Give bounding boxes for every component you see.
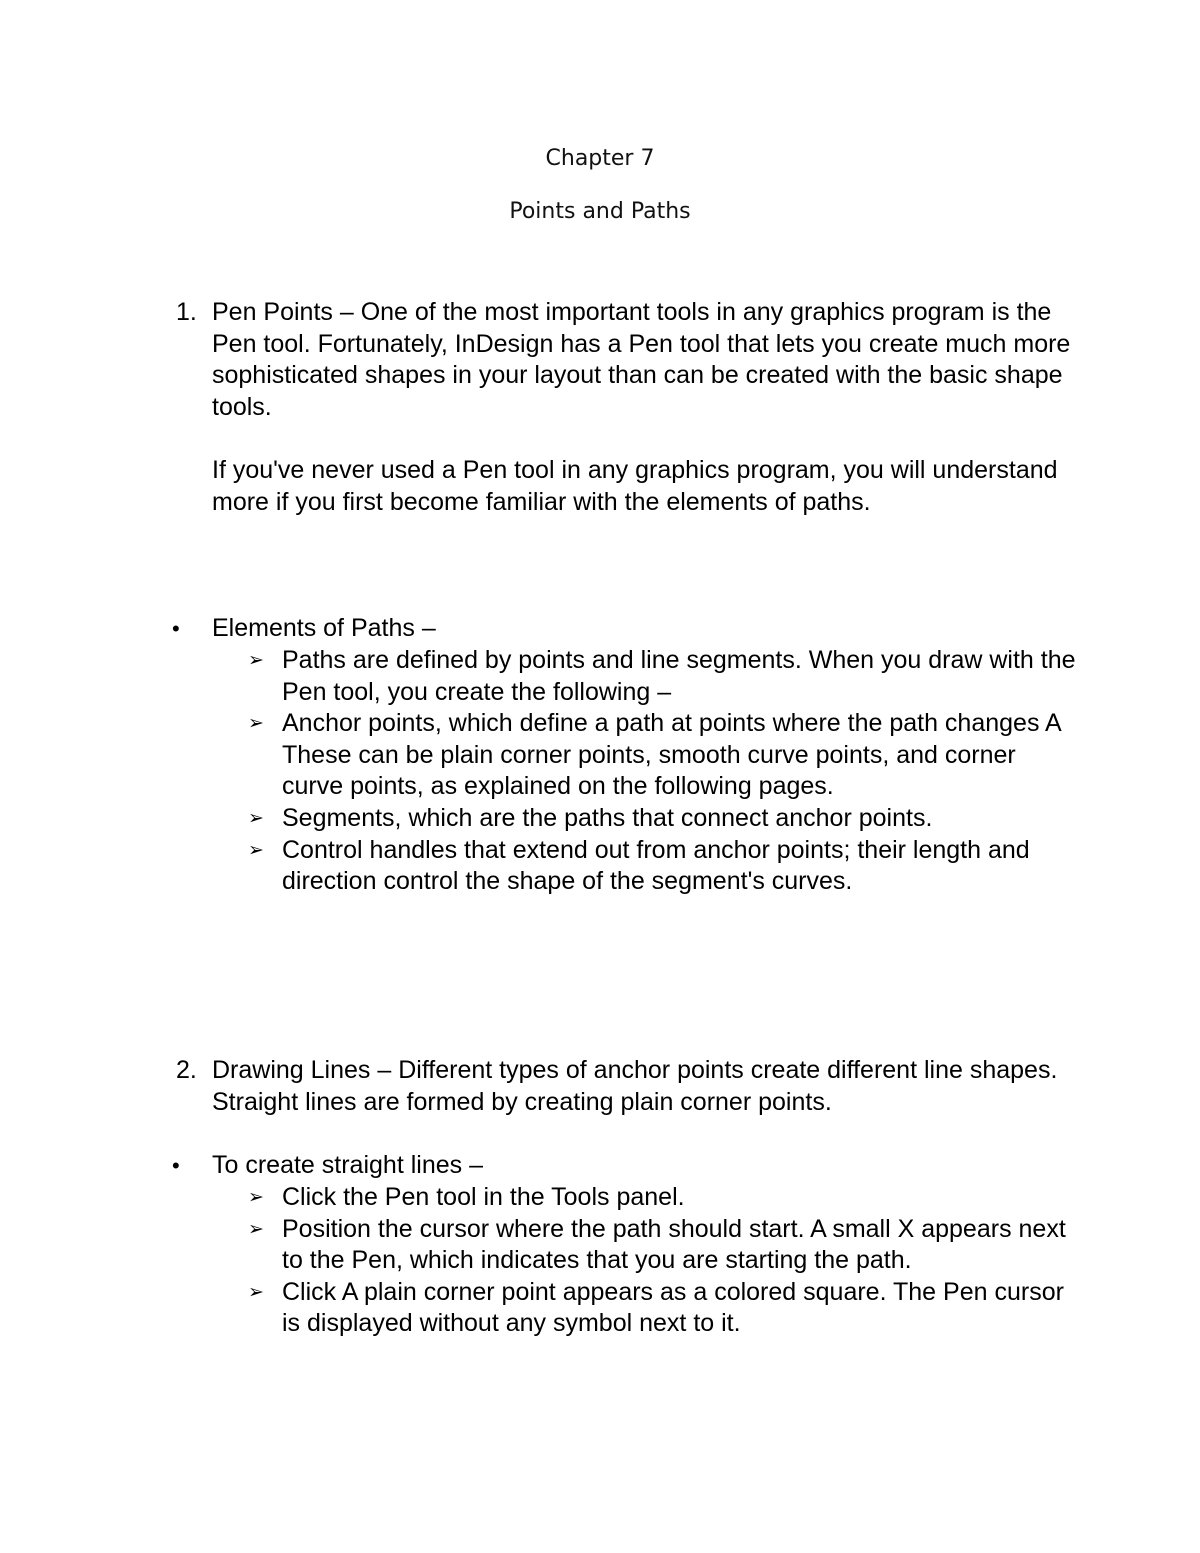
list-item-text: Segments, which are the paths that connect anchor points. bbox=[282, 803, 933, 832]
arrow-bullet-icon: ➢ bbox=[248, 838, 264, 861]
list-item bbox=[248, 645, 1078, 708]
list-item bbox=[248, 1182, 1078, 1214]
list-item bbox=[248, 803, 1078, 835]
list-item bbox=[248, 1277, 1078, 1340]
arrow-bullet-icon: ➢ bbox=[248, 1280, 264, 1303]
arrow-bullet-icon: ➢ bbox=[248, 806, 264, 829]
bullet-marker: • bbox=[172, 616, 180, 641]
chapter-subtitle: Points and Paths bbox=[509, 199, 691, 224]
pen-tool-intro-paragraph: If you've never used a Pen tool in any graphics program, you will understand more if you first become familiar with the elements of paths. bbox=[212, 456, 1058, 516]
drawing-lines-paragraph: Drawing Lines – Different types of anchor points create different line shapes. Straight lines are formed by creating plain corner points. bbox=[212, 1056, 1058, 1116]
bullet-marker: • bbox=[172, 1153, 180, 1178]
list-number-1: 1. bbox=[176, 298, 197, 326]
list-item-text: Position the cursor where the path should start. A small X appears next to the Pen, which indicates that you are starting the path. bbox=[282, 1214, 1066, 1275]
arrow-bullet-icon: ➢ bbox=[248, 712, 264, 735]
elements-of-paths-list bbox=[248, 645, 1078, 898]
arrow-bullet-icon: ➢ bbox=[248, 1186, 264, 1208]
list-item-text: Click A plain corner point appears as a colored square. The Pen cursor is displayed without any symbol next to it. bbox=[282, 1277, 1064, 1338]
list-number-2: 2. bbox=[176, 1056, 197, 1084]
list-item bbox=[248, 708, 1078, 803]
list-item-text: Anchor points, which define a path at points where the path changes A These can be plain corner points, smooth curve points, and corner curve points, as explained on the following pages. bbox=[282, 709, 1061, 801]
list-item bbox=[248, 835, 1078, 898]
chapter-heading: Chapter 7 bbox=[545, 146, 655, 171]
elements-of-paths-heading: Elements of Paths – bbox=[212, 614, 436, 642]
arrow-bullet-icon: ➢ bbox=[248, 1217, 264, 1240]
list-item-text: Paths are defined by points and line segments. When you draw with the Pen tool, you create the following – bbox=[282, 646, 1076, 706]
straight-lines-heading: To create straight lines – bbox=[212, 1151, 483, 1179]
list-item bbox=[248, 1214, 1078, 1277]
straight-lines-steps-list bbox=[248, 1182, 1078, 1340]
arrow-bullet-icon: ➢ bbox=[248, 649, 264, 671]
list-item-text: Click the Pen tool in the Tools panel. bbox=[282, 1183, 685, 1211]
list-item-text: Control handles that extend out from anchor points; their length and direction control the shape of the segment's curves. bbox=[282, 835, 1030, 896]
pen-points-paragraph: Pen Points – One of the most important tools in any graphics program is the Pen tool. Fortunately, InDesign has a Pen tool that lets you create much more sophisticated shapes in your layout than can be created with the basic shape tools. bbox=[212, 298, 1071, 421]
